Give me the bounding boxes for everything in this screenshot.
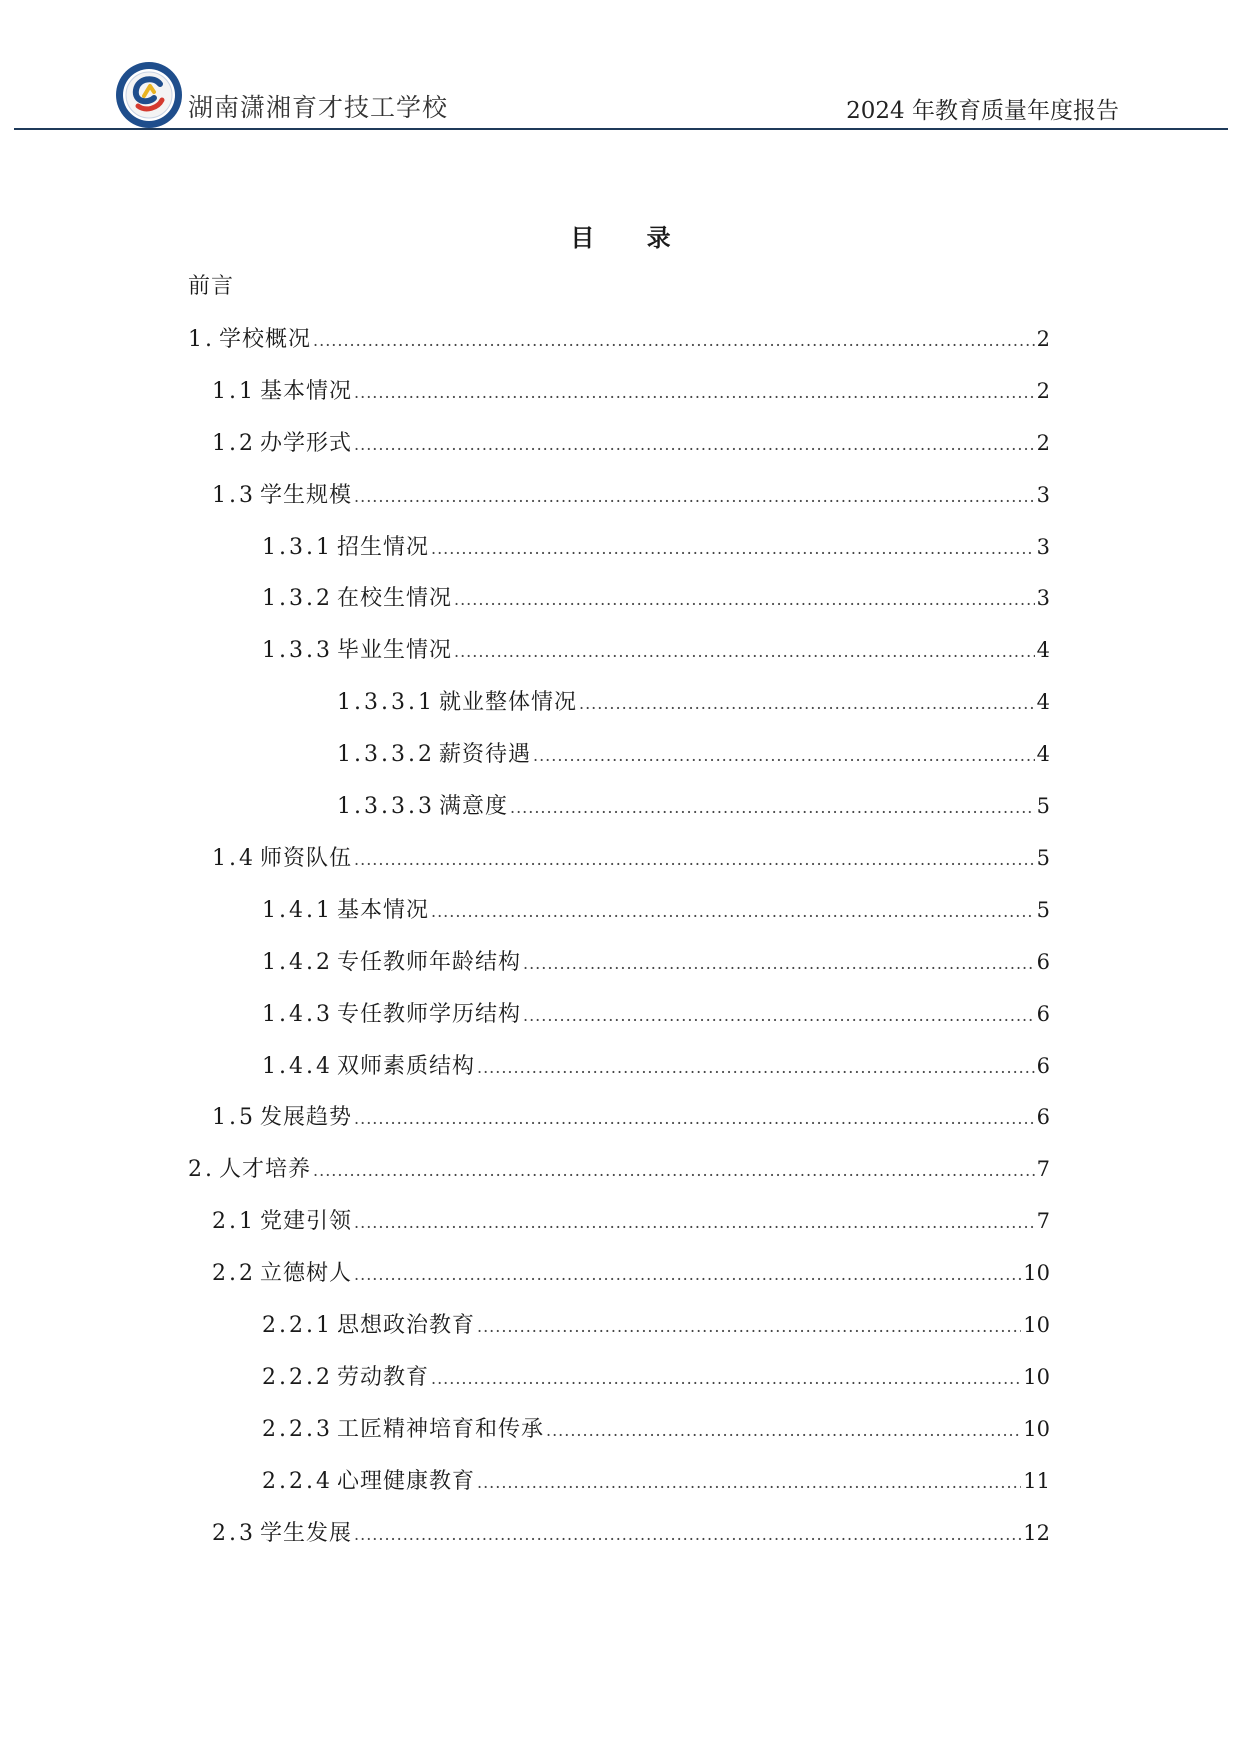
toc-entry-title: 发展趋势: [260, 1105, 353, 1131]
toc-entry[interactable]: [262, 895, 1050, 925]
toc-entry[interactable]: [212, 480, 1050, 510]
toc-dot-leader: [354, 378, 1035, 408]
toc-entry-title: 学生发展: [260, 1520, 353, 1546]
toc-dot-leader: [354, 482, 1035, 512]
toc-entry-number: 2.2.3: [262, 1416, 333, 1442]
toc-entry-title: 工匠精神培育和传承: [336, 1416, 544, 1442]
school-logo-icon: [114, 60, 184, 130]
toc-entry-number: 1.4: [212, 845, 256, 871]
toc-entry[interactable]: [262, 1362, 1050, 1392]
toc-entry[interactable]: [212, 843, 1050, 873]
toc-entry-page: 10: [1023, 1364, 1050, 1389]
toc-dot-leader: [454, 637, 1035, 667]
toc-dot-leader: [523, 1001, 1035, 1031]
toc-entry[interactable]: [212, 428, 1050, 458]
toc-entry-page: 10: [1023, 1313, 1050, 1337]
toc-entry-page: 2: [1036, 326, 1050, 351]
toc-entry-page: 6: [1036, 1001, 1050, 1026]
toc-dot-leader: [454, 585, 1035, 615]
toc-entry-page: 10: [1023, 1416, 1050, 1441]
toc-entry-number: 1.5: [212, 1105, 256, 1131]
toc-entry-number: 1.3: [212, 482, 256, 508]
toc-entry[interactable]: [337, 687, 1050, 717]
toc-entry-title: 思想政治教育: [336, 1313, 475, 1338]
toc-entry[interactable]: [212, 1518, 1050, 1548]
header-divider: [14, 128, 1228, 130]
toc-dot-leader: [579, 689, 1035, 719]
toc-entry-number: 2.2.1: [262, 1313, 333, 1338]
toc-entry-number: 1.3.3.3: [337, 794, 435, 819]
toc-entry-page: 11: [1023, 1468, 1050, 1493]
toc-entry-title: 在校生情况: [336, 586, 452, 612]
toc-entry-title: 就业整体情况: [438, 690, 577, 716]
toc-entry-title: 前言: [188, 274, 235, 299]
toc-entry[interactable]: [212, 1206, 1050, 1236]
toc-entry-number: 1.4.3: [262, 1001, 333, 1027]
toc-entry-number: 1.3.3.2: [337, 742, 435, 768]
toc-dot-leader: [354, 1104, 1035, 1134]
toc-entry-number: 2.1: [212, 1209, 256, 1235]
toc-entry[interactable]: [262, 1051, 1050, 1081]
toc-entry-number: 1.: [188, 326, 215, 352]
toc-entry-title: 满意度: [438, 794, 508, 819]
toc-entry[interactable]: [262, 947, 1050, 977]
toc-entry-page: 3: [1036, 586, 1050, 611]
toc-entry[interactable]: [262, 1414, 1050, 1444]
toc-entry[interactable]: [262, 583, 1050, 613]
toc-entry[interactable]: [262, 1466, 1050, 1496]
toc-dot-leader: [477, 1312, 1021, 1342]
toc-entry-number: 2.2.4: [262, 1468, 333, 1494]
toc-entry-title: 双师素质结构: [336, 1053, 475, 1079]
toc-dot-leader: [354, 1208, 1035, 1238]
toc-entry-page: 12: [1023, 1520, 1050, 1545]
toc-entry-title: 师资队伍: [260, 845, 353, 871]
toc-entry-number: 1.3.3.1: [337, 690, 435, 716]
toc-entry[interactable]: [262, 1310, 1050, 1340]
toc-dot-leader: [510, 793, 1035, 823]
report-title: 2024 年教育质量年度报告: [846, 98, 1119, 124]
toc-dot-leader: [313, 326, 1035, 356]
toc-entry-number: 1.4.1: [262, 897, 333, 923]
toc-entry[interactable]: [188, 324, 1050, 354]
toc-entry-number: 2.3: [212, 1520, 256, 1546]
toc-entry-number: 1.3.3: [262, 638, 333, 664]
toc-entry[interactable]: [337, 739, 1050, 769]
toc-entry-title: 招生情况: [336, 534, 429, 560]
toc-entry-number: 1.1: [212, 378, 256, 404]
toc-entry-page: 5: [1036, 794, 1050, 818]
toc-entry-title: 党建引领: [260, 1209, 353, 1235]
toc-dot-leader: [533, 741, 1035, 771]
toc-dot-leader: [354, 1520, 1021, 1550]
toc-entry-title: 人才培养: [219, 1157, 312, 1183]
toc-entry[interactable]: [212, 1258, 1050, 1288]
toc-entry[interactable]: [212, 376, 1050, 406]
toc-dot-leader: [477, 1053, 1035, 1083]
toc-entry-number: 1.4.4: [262, 1053, 333, 1079]
toc-entry-number: 1.3.2: [262, 586, 333, 612]
toc-entry-title: 专任教师年龄结构: [336, 949, 521, 975]
toc-entry-title: 基本情况: [336, 897, 429, 923]
toc-entry-number: 1.4.2: [262, 949, 333, 975]
toc-entry[interactable]: [188, 1154, 1050, 1184]
toc-entry[interactable]: [262, 635, 1050, 665]
toc-entry[interactable]: [262, 999, 1050, 1029]
toc-entry-number: 2.2.2: [262, 1364, 333, 1390]
toc-entry-title: 薪资待遇: [438, 742, 531, 768]
toc-entry-title: 办学形式: [260, 430, 353, 456]
toc-entry-page: 4: [1036, 690, 1050, 715]
toc-dot-leader: [354, 430, 1035, 460]
toc-entry-page: 7: [1036, 1209, 1050, 1234]
toc-entry[interactable]: [262, 532, 1050, 562]
toc-dot-leader: [354, 845, 1035, 875]
toc-entry-page: 5: [1036, 897, 1050, 922]
toc-dot-leader: [431, 897, 1035, 927]
toc-entry-number: 1.3.1: [262, 534, 333, 560]
toc-entry-page: 2: [1036, 430, 1050, 455]
school-name: 湖南潇湘育才技工学校: [188, 93, 449, 122]
toc-entry-title: 立德树人: [260, 1261, 353, 1287]
toc-entry-title: 毕业生情况: [336, 638, 452, 664]
toc-entry-title: 心理健康教育: [336, 1468, 475, 1494]
toc-entry-title: 专任教师学历结构: [336, 1001, 521, 1027]
toc-entry-number: 2.2: [212, 1261, 256, 1287]
toc-entry-page: 3: [1036, 534, 1050, 559]
toc-dot-leader: [546, 1416, 1021, 1446]
toc-entry-page: 7: [1036, 1157, 1050, 1182]
toc-dot-leader: [354, 1260, 1021, 1290]
toc-entry-page: 4: [1036, 742, 1050, 767]
toc-entry-title: 学生规模: [260, 482, 353, 508]
toc-dot-leader: [313, 1156, 1035, 1186]
toc-dot-leader: [431, 1364, 1021, 1394]
toc-entry-page: 6: [1036, 1105, 1050, 1130]
toc-entry[interactable]: [212, 1102, 1050, 1132]
toc-dot-leader: [523, 949, 1035, 979]
toc-entry-page: 6: [1036, 949, 1050, 974]
toc-entry-page: 2: [1036, 378, 1050, 403]
toc-dot-leader: [477, 1468, 1021, 1498]
toc-entry-number: 1.2: [212, 430, 256, 456]
toc-entry-number: 2.: [188, 1157, 215, 1183]
toc-entry-page: 10: [1023, 1261, 1050, 1286]
toc-entry-title: 学校概况: [219, 326, 312, 352]
toc-entry-page: 5: [1036, 845, 1050, 870]
page-header: [0, 0, 1241, 135]
toc-entry[interactable]: [337, 791, 1050, 821]
toc-entry[interactable]: [188, 272, 1050, 302]
toc-dot-leader: [431, 534, 1035, 564]
toc-entry-title: 基本情况: [260, 378, 353, 404]
toc-title: 目 录: [570, 224, 693, 252]
toc-entry-title: 劳动教育: [336, 1364, 429, 1390]
toc-entry-page: 4: [1036, 638, 1050, 663]
toc-entry-page: 6: [1036, 1053, 1050, 1078]
toc-entry-page: 3: [1036, 482, 1050, 507]
